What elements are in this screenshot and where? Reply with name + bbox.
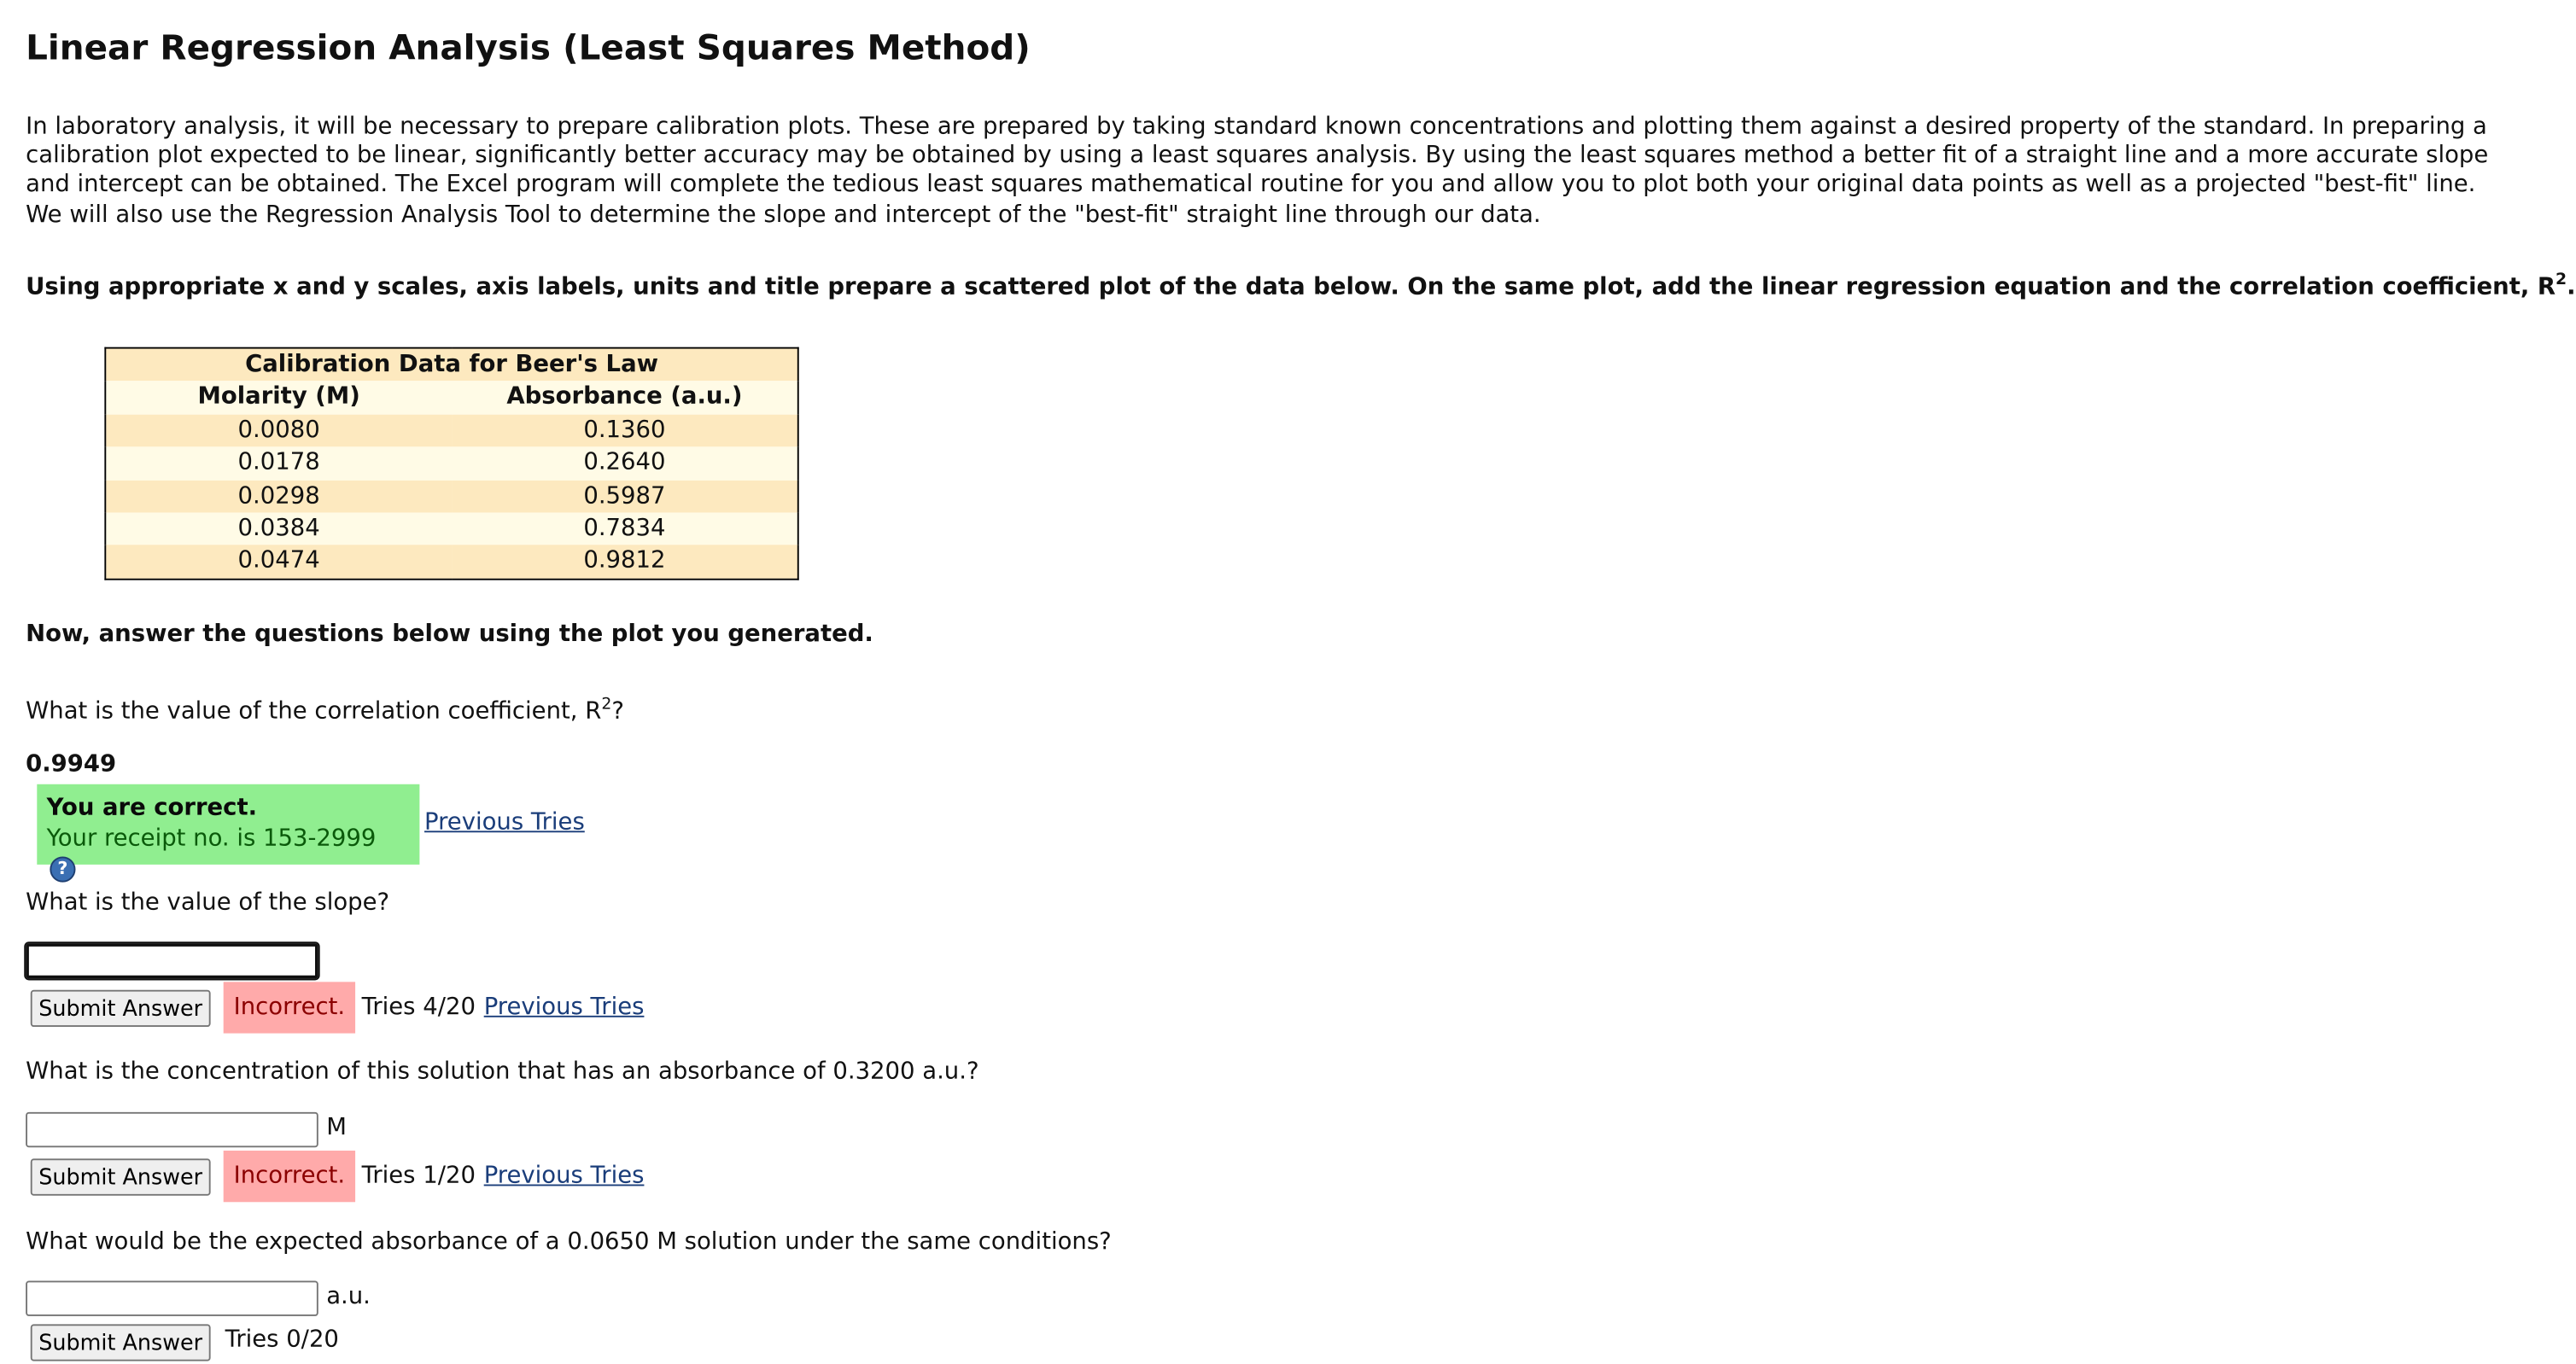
cell-molarity: 0.0474 [237,546,320,574]
page-title: Linear Regression Analysis (Least Squares Method) [26,28,1031,69]
calibration-table [104,347,798,580]
cell-molarity: 0.0384 [237,514,320,542]
cell-absorbance: 0.5987 [583,481,666,510]
receipt-line [47,823,410,884]
question-r-squared-prefix: What is the value of the correlation coefficient, R [26,697,602,725]
table-row [105,414,797,446]
question-r-squared-suffix: ? [611,697,624,725]
incorrect-badge-slope: Incorrect. [224,982,355,1033]
table-header-row [105,382,797,414]
cell-absorbance: 0.2640 [583,448,666,476]
table-caption: Calibration Data for Beer's Law [245,350,658,378]
incorrect-badge-concentration: Incorrect. [224,1151,355,1202]
submit-button-absorbance[interactable]: Submit Answer [31,1324,211,1361]
table-row [105,545,797,579]
table-row [105,447,797,480]
intro-paragraph: In laboratory analysis, it will be necessary to prepare calibration plots. These are prepared by taking standard known concentrations and plotting them against a desired property of the standard. In preparing a calibration plot expected to be linear, significantly better accuracy may be obtained by using a least squares analysis. By using the least squares method a better fit of a straight line and a more accurate slope and intercept can be obtained. The Excel program will complete the tedious least squares mathematical routine for you and allow you to plot both your original data points as well as a projected "best-fit" line. We will also use the Regression Analysis Tool to determine the slope and intercept of the "best-fit" straight line through our data. [26,112,2489,228]
cell-molarity: 0.0298 [237,481,320,510]
cell-absorbance: 0.1360 [583,416,666,444]
now-instruction: Now, answer the questions below using the plot you generated. [26,620,873,648]
cell-molarity: 0.0178 [237,448,320,476]
submit-button-slope[interactable]: Submit Answer [31,990,211,1027]
instruction-suffix: . [2567,272,2576,300]
submitted-answer-r-squared: 0.9949 [26,750,117,778]
absorbance-input[interactable] [26,1281,318,1316]
tries-count-concentration: Tries 1/20 [361,1162,476,1190]
tries-count-absorbance: Tries 0/20 [225,1326,339,1354]
previous-tries-link-slope[interactable]: Previous Tries [483,993,645,1021]
question-concentration: What is the concentration of this solution that has an absorbance of 0.3200 a.u.? [26,1057,979,1085]
table-caption-row [105,348,797,382]
instruction-superscript: 2 [2556,271,2567,289]
question-r-squared-sup: 2 [601,696,612,714]
cell-absorbance: 0.9812 [583,546,666,574]
unit-label-absorbance: a.u. [326,1282,371,1310]
tries-count-slope: Tries 4/20 [361,993,476,1021]
table-row [105,480,797,512]
correct-status-box [37,784,419,879]
correct-status-title: You are correct. [46,794,258,822]
previous-tries-link-concentration[interactable]: Previous Tries [483,1162,645,1190]
slope-input[interactable] [26,943,318,978]
help-icon[interactable]: ? [50,856,75,882]
concentration-input[interactable] [26,1112,318,1147]
cell-absorbance: 0.7834 [583,514,666,542]
table-row [105,513,797,545]
question-slope: What is the value of the slope? [26,889,390,917]
previous-tries-link-r-squared[interactable]: Previous Tries [424,807,585,836]
column-header-molarity: Molarity (M) [197,382,360,411]
unit-label-molarity: M [326,1113,347,1141]
instruction-text [26,271,2576,300]
question-expected-absorbance: What would be the expected absorbance of a 0.0650 M solution under the same conditions? [26,1227,1112,1256]
question-r-squared [26,696,624,725]
instruction-prefix: Using appropriate x and y scales, axis labels, units and title prepare a scattered plot of the data below. On the same plot, add the linear regression equation and the correlation coefficient, R [26,272,2556,300]
receipt-text: Your receipt no. is 153-2999 [46,824,377,852]
column-header-absorbance: Absorbance (a.u.) [506,382,743,411]
submit-button-concentration[interactable]: Submit Answer [31,1158,211,1195]
cell-molarity: 0.0080 [237,416,320,444]
